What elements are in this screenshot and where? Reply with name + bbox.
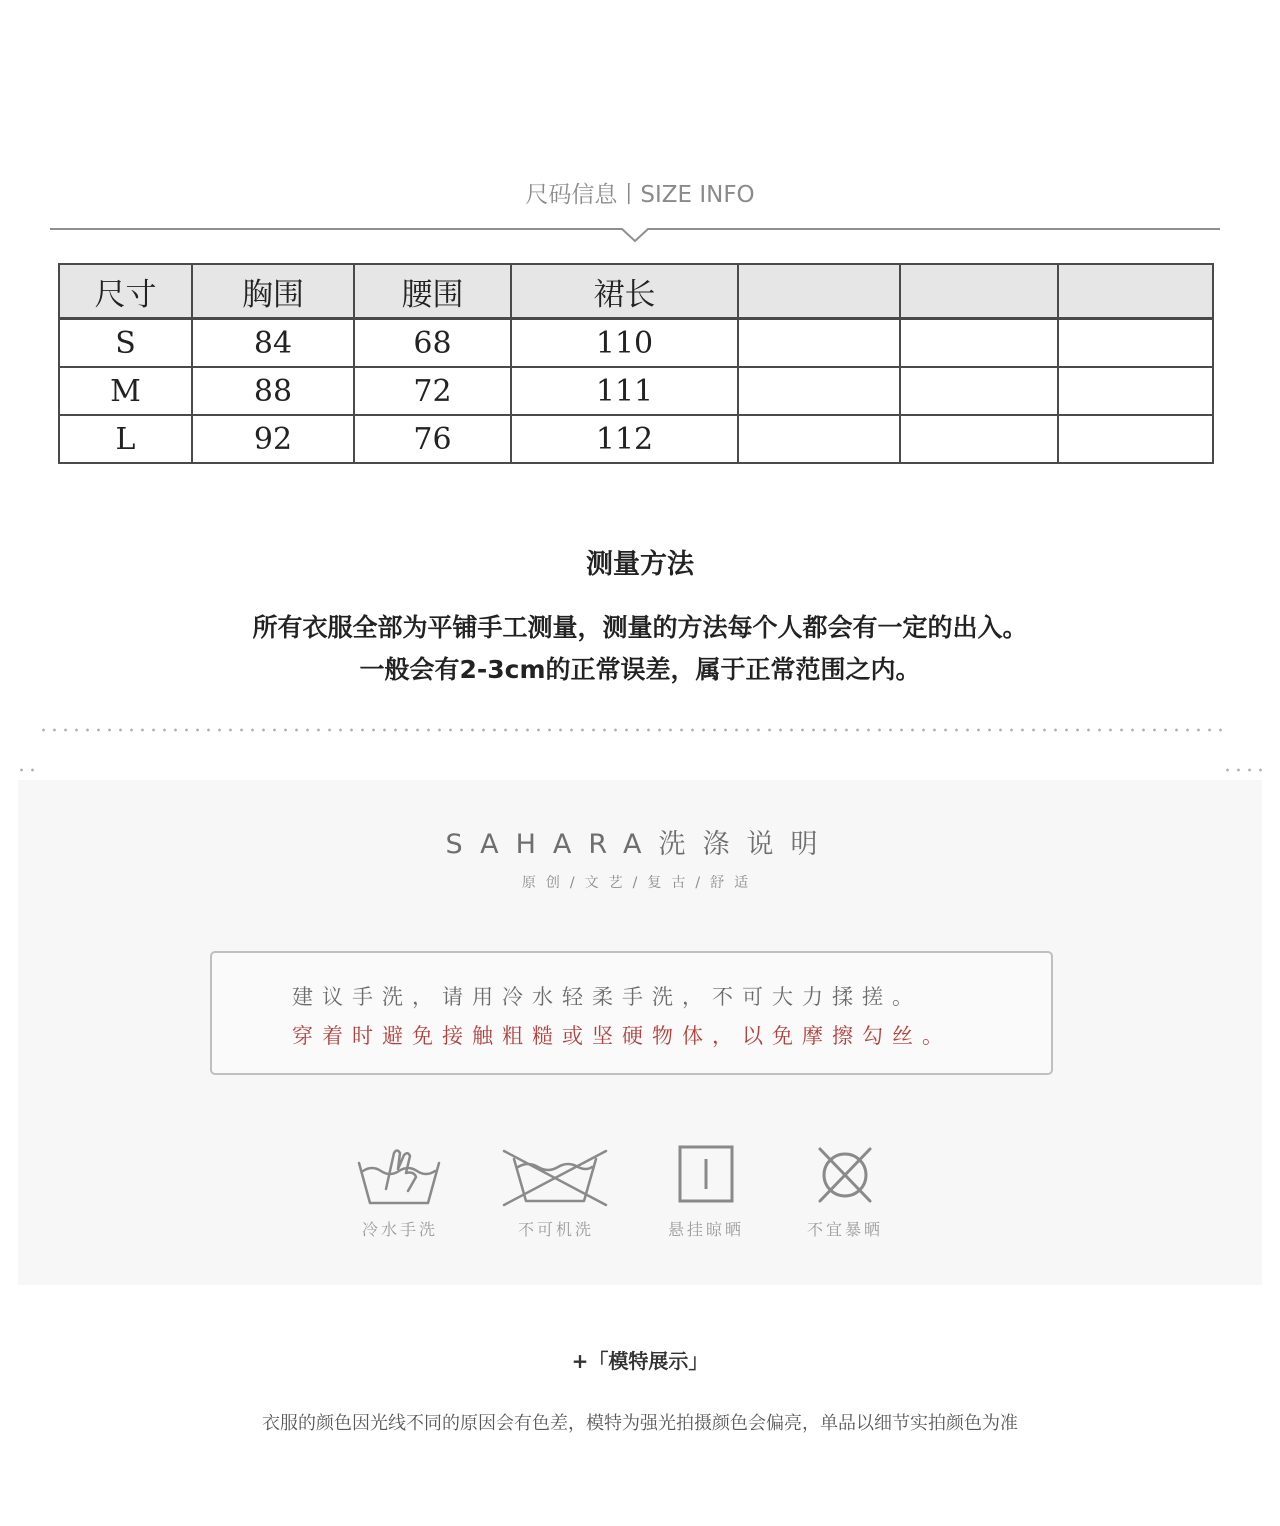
cell-size: S <box>59 319 192 368</box>
measurement-text-line: 所有衣服全部为平铺手工测量，测量的方法每个人都会有一定的出入。 <box>252 613 1028 642</box>
cell-length: 111 <box>511 367 738 415</box>
header-empty <box>738 264 900 319</box>
header-size: 尺寸 <box>59 264 192 319</box>
header-bust: 胸围 <box>192 264 354 319</box>
cell-waist: 76 <box>354 415 511 463</box>
cell-waist: 68 <box>354 319 511 368</box>
title-divider <box>50 215 1220 243</box>
measurement-text-line: 一般会有2-3cm的正常误差，属于正常范围之内。 <box>359 655 921 684</box>
model-section-title: +「模特展示」 <box>571 1349 709 1373</box>
cell-length: 110 <box>511 319 738 368</box>
size-info-title: 尺码信息丨SIZE INFO <box>525 182 755 208</box>
cell-empty <box>738 319 900 368</box>
cell-size: M <box>59 367 192 415</box>
cell-empty <box>738 415 900 463</box>
hand-wash-icon <box>356 1145 442 1207</box>
header-waist: 腰围 <box>354 264 511 319</box>
cell-empty <box>738 367 900 415</box>
color-disclaimer: 衣服的颜色因光线不同的原因会有色差，模特为强光拍摄颜色会偏亮，单品以细节实拍颜色为准 <box>262 1413 1018 1434</box>
table-row <box>59 367 1213 415</box>
table-row <box>59 415 1213 463</box>
cell-empty <box>900 415 1058 463</box>
header-empty <box>900 264 1058 319</box>
cell-bust: 92 <box>192 415 354 463</box>
cell-length: 112 <box>511 415 738 463</box>
cell-empty <box>900 319 1058 368</box>
cell-size: L <box>59 415 192 463</box>
care-icon-label: 不宜暴晒 <box>806 1220 883 1239</box>
hang-dry-icon <box>678 1145 734 1203</box>
cell-empty <box>900 367 1058 415</box>
header-empty <box>1058 264 1213 319</box>
care-notice-warning: 穿着时避免接触粗糙或坚硬物体，以免摩擦勾丝。 <box>292 1024 952 1048</box>
dotted-divider <box>38 728 1228 732</box>
no-sun-dry-icon <box>816 1145 874 1205</box>
cell-empty <box>1058 367 1213 415</box>
header-skirt-length: 裙长 <box>511 264 738 319</box>
care-icon-label: 不可机洗 <box>517 1220 594 1239</box>
care-notice-line: 建议手洗，请用冷水轻柔手洗，不可大力揉搓。 <box>292 985 922 1009</box>
measurement-title: 测量方法 <box>586 549 694 580</box>
cell-bust: 84 <box>192 319 354 368</box>
size-table-header-row <box>59 264 1213 319</box>
care-notice-box <box>210 951 1053 1075</box>
cell-empty <box>1058 415 1213 463</box>
care-icon-label: 冷水手洗 <box>361 1220 438 1239</box>
table-row <box>59 319 1213 368</box>
care-subtitle: 原创/文艺/复古/舒适 <box>521 875 759 891</box>
care-title: SAHARA洗涤说明 <box>445 829 835 860</box>
care-icon-label: 悬挂晾晒 <box>667 1220 744 1239</box>
size-table <box>58 263 1214 464</box>
cell-bust: 88 <box>192 367 354 415</box>
dotted-divider <box>16 768 42 772</box>
no-machine-wash-icon <box>502 1145 608 1207</box>
dotted-divider <box>1222 768 1262 772</box>
cell-waist: 72 <box>354 367 511 415</box>
cell-empty <box>1058 319 1213 368</box>
